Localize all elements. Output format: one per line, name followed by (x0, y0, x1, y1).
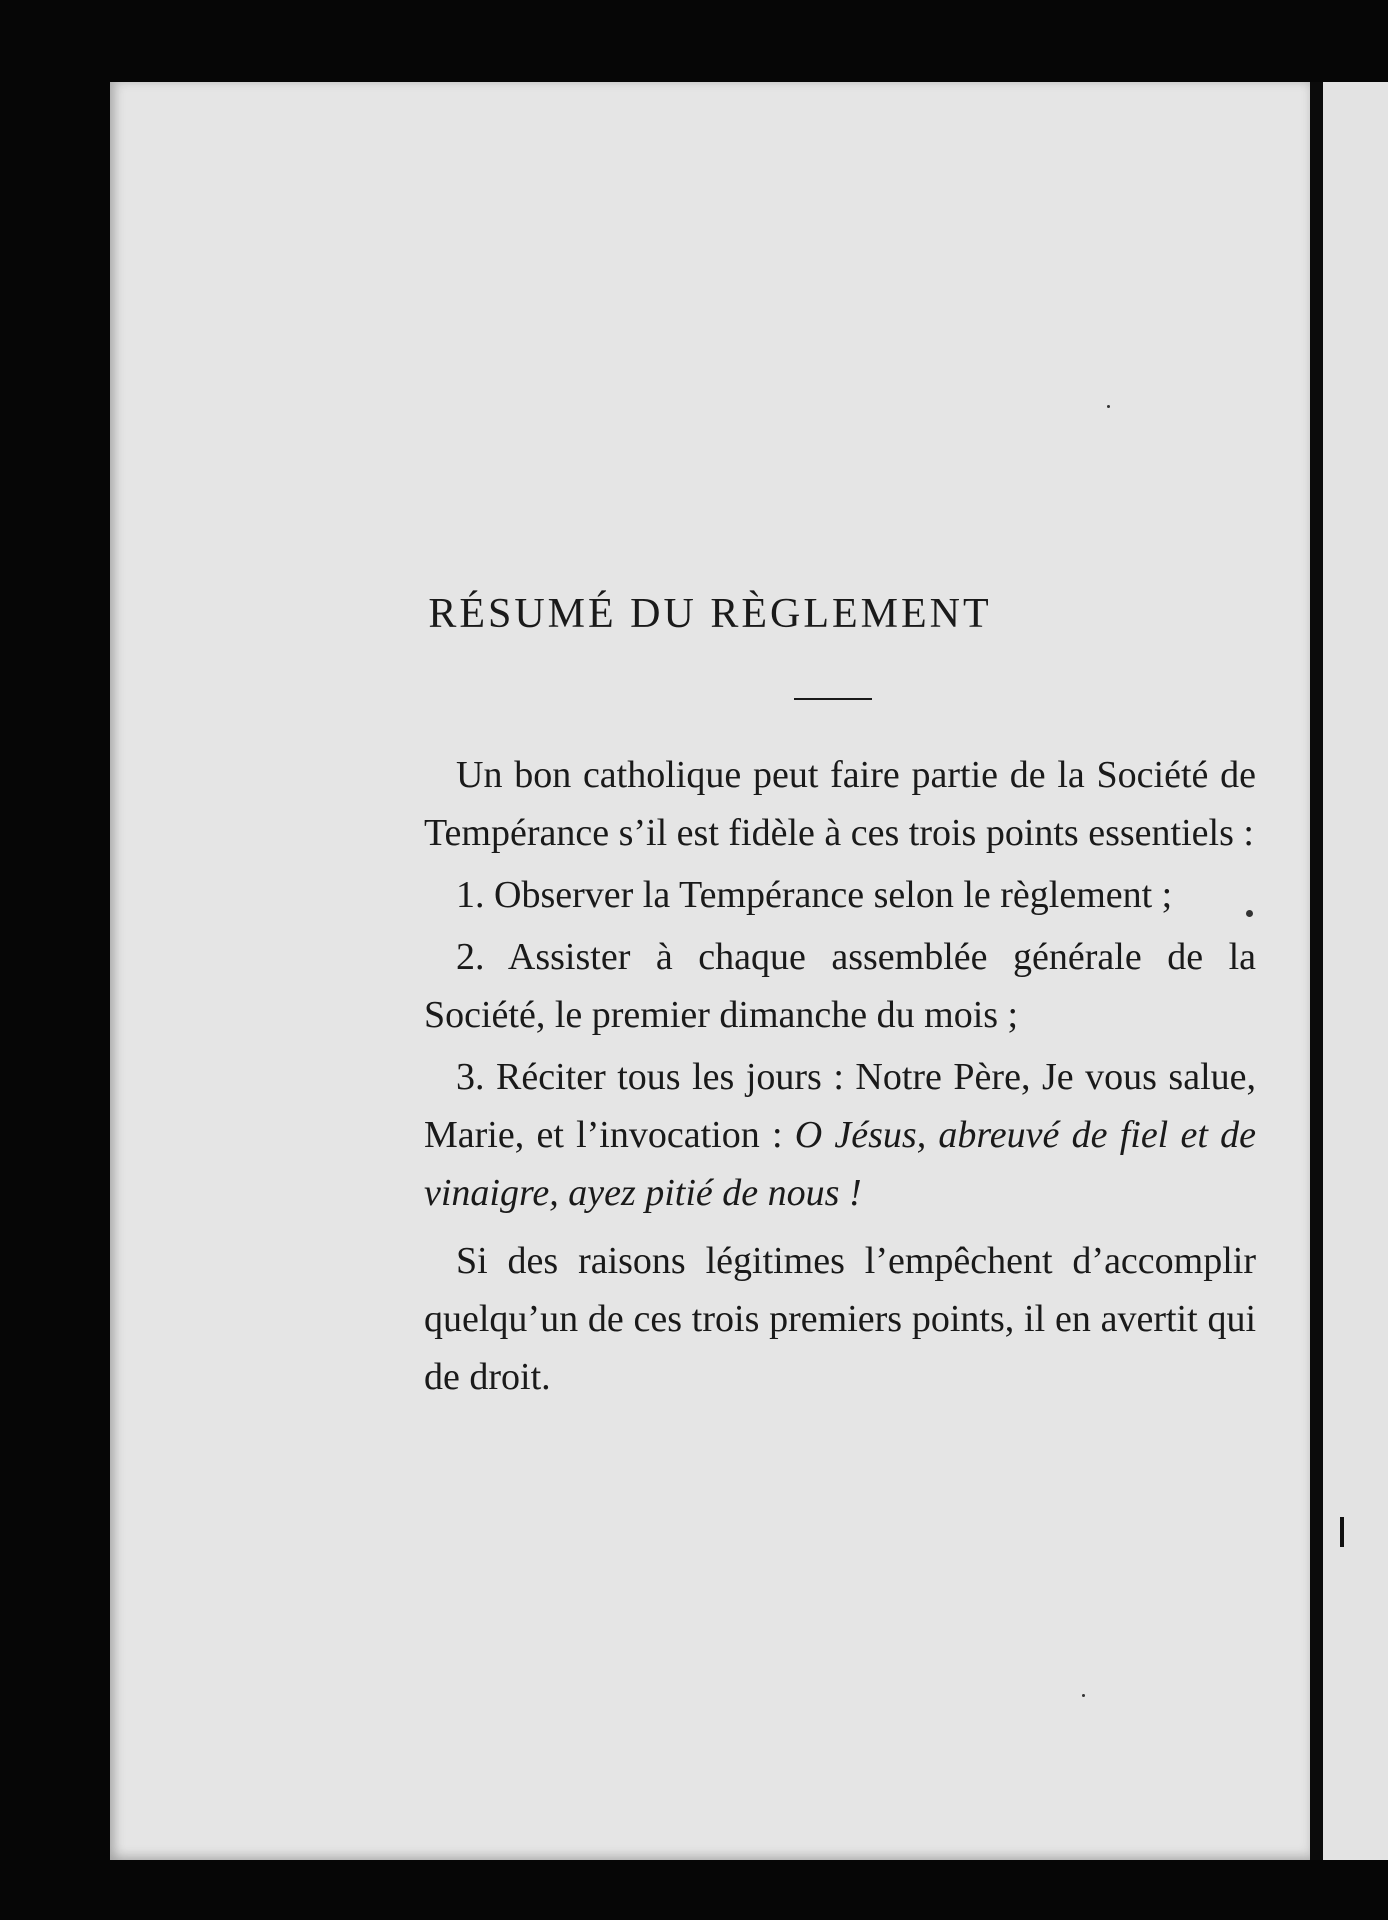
page-title: RÉSUMÉ DU RÈGLEMENT (428, 591, 992, 637)
point-3 (424, 1048, 1256, 1222)
point-3-text: 3. Réciter tous les jours : Notre Père, Je vous salue, Marie, et l’invocation : (424, 1056, 1256, 1156)
invocation-text: O Jésus, abreuvé de fiel et de vinaigre, ayez pitié de nous ! (424, 1114, 1256, 1214)
paper-speck (1246, 910, 1253, 917)
point-1: 1. Observer la Tempérance selon le règlement ; (456, 874, 1173, 916)
adjacent-page-edge (1323, 82, 1388, 1860)
closing-paragraph: Si des raisons légitimes l’empêchent d’accomplir quelqu’un de ces trois premiers points, il en avertit qui de droit. (424, 1240, 1256, 1398)
point-2: 2. Assister à chaque assemblée générale de la Société, le premier dimanche du mois ; (424, 936, 1256, 1036)
book-gutter (1310, 82, 1323, 1860)
paper-speck (1082, 1694, 1085, 1697)
book-page (110, 82, 1310, 1860)
page-edge-mark (1340, 1517, 1344, 1547)
title-divider (794, 698, 872, 700)
paper-speck (1107, 405, 1110, 408)
intro-paragraph: Un bon catholique peut faire partie de la Société de Tempérance s’il est fidèle à ces trois points essentiels : (424, 754, 1256, 854)
rules-text (424, 746, 1256, 1410)
